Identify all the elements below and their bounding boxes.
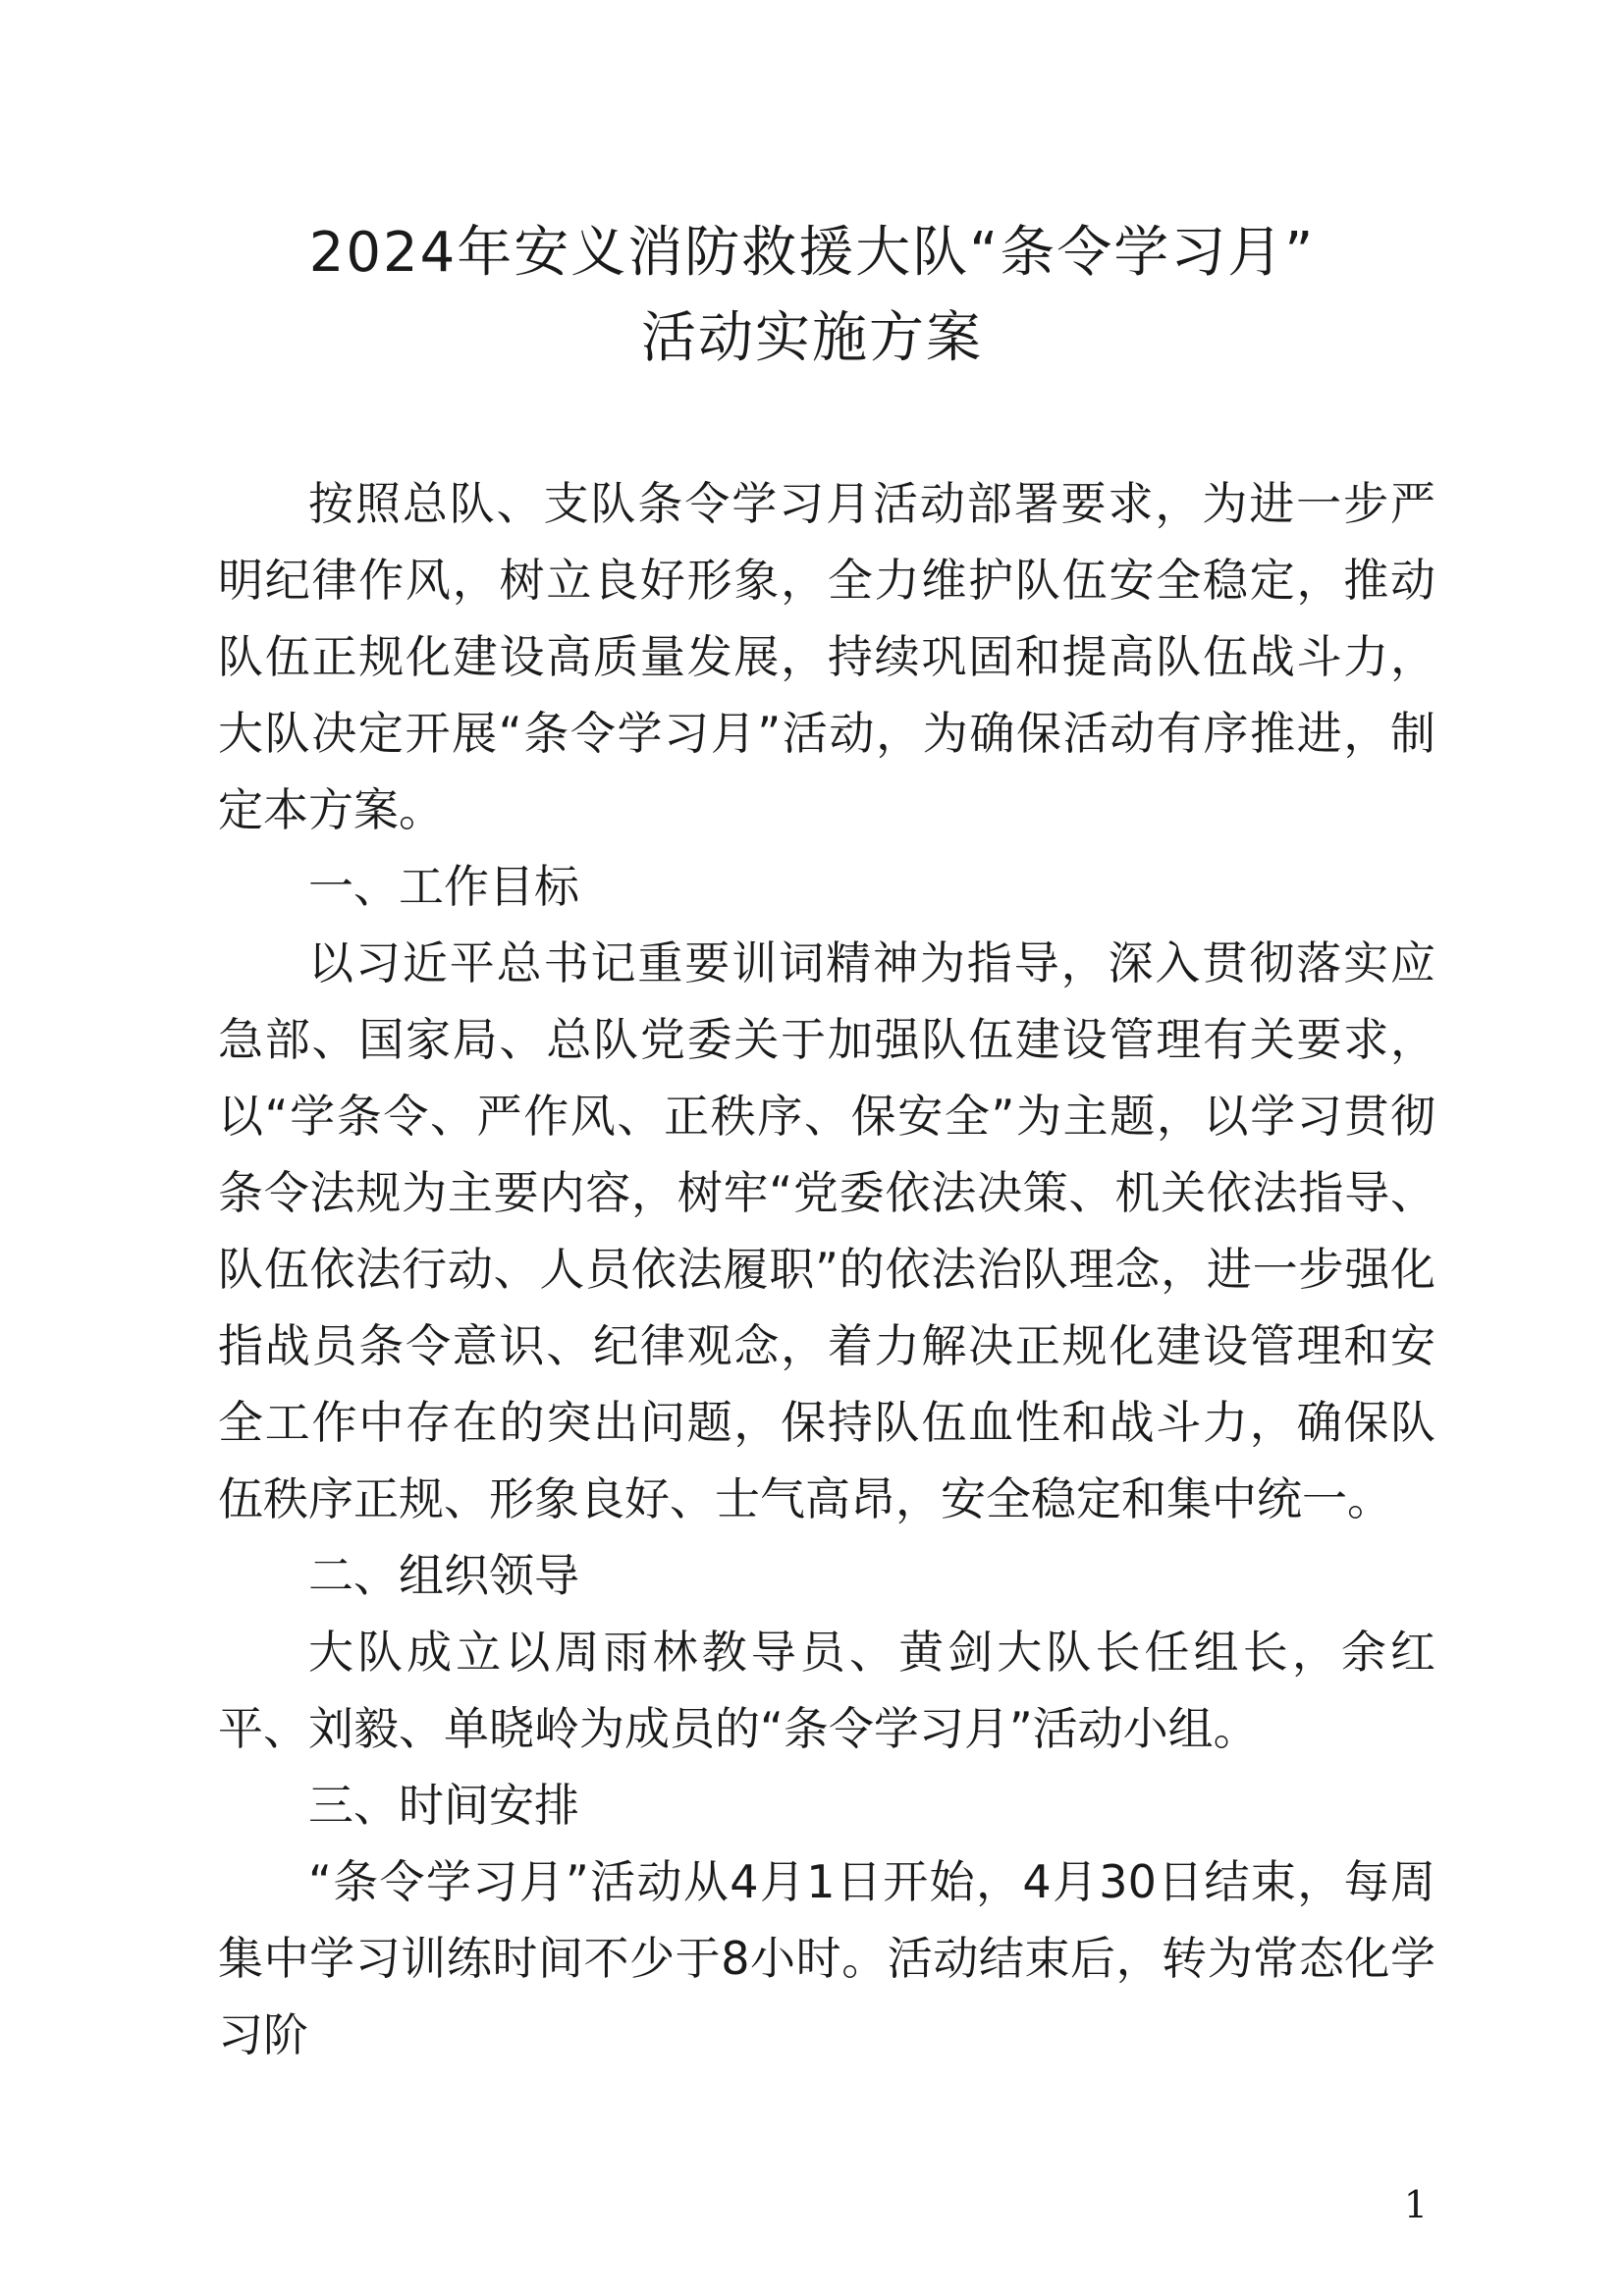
intro-paragraph: 按照总队、支队条令学习月活动部署要求，为进一步严明纪律作风，树立良好形象，全力维护队伍安全稳定，推动队伍正规化建设高质量发展，持续巩固和提高队伍战斗力，大队决定开展“条令学习月”活动，为确保活动有序推进，制定本方案。 [218,477,1435,836]
document-title-line-1: 2024年安义消防救援大队“条令学习月” [308,221,1316,285]
page-number: 1 [1403,2183,1428,2226]
section-body-schedule: “条令学习月”活动从4月1日开始，4月30日结束，每周集中学习训练时间不少于8小时。活动结束后，转为常态化学习阶 [218,1855,1435,2061]
section-heading-goals: 一、工作目标 [308,860,579,913]
document-body [218,465,1435,2073]
section-body-leadership: 大队成立以周雨林教导员、黄剑大队长任组长，余红平、刘毅、单晓岭为成员的“条令学习月”活动小组。 [218,1626,1435,1755]
document-title-line-2: 活动实施方案 [641,306,983,370]
section-body-goals: 以习近平总书记重要训词精神为指导，深入贯彻落实应急部、国家局、总队党委关于加强队伍建设管理有关要求，以“学条令、严作风、正秩序、保安全”为主题，以学习贯彻条令法规为主要内容，树牢“党委依法决策、机关依法指导、队伍依法行动、人员依法履职”的依法治队理念，进一步强化指战员条令意识、纪律观念，着力解决正规化建设管理和安全工作中存在的突出问题，保持队伍血性和战斗力，确保队伍秩序正规、形象良好、士气高昂，安全稳定和集中统一。 [218,936,1435,1525]
section-heading-leadership: 二、组织领导 [308,1549,579,1602]
section-heading-schedule: 三、时间安排 [308,1779,579,1832]
